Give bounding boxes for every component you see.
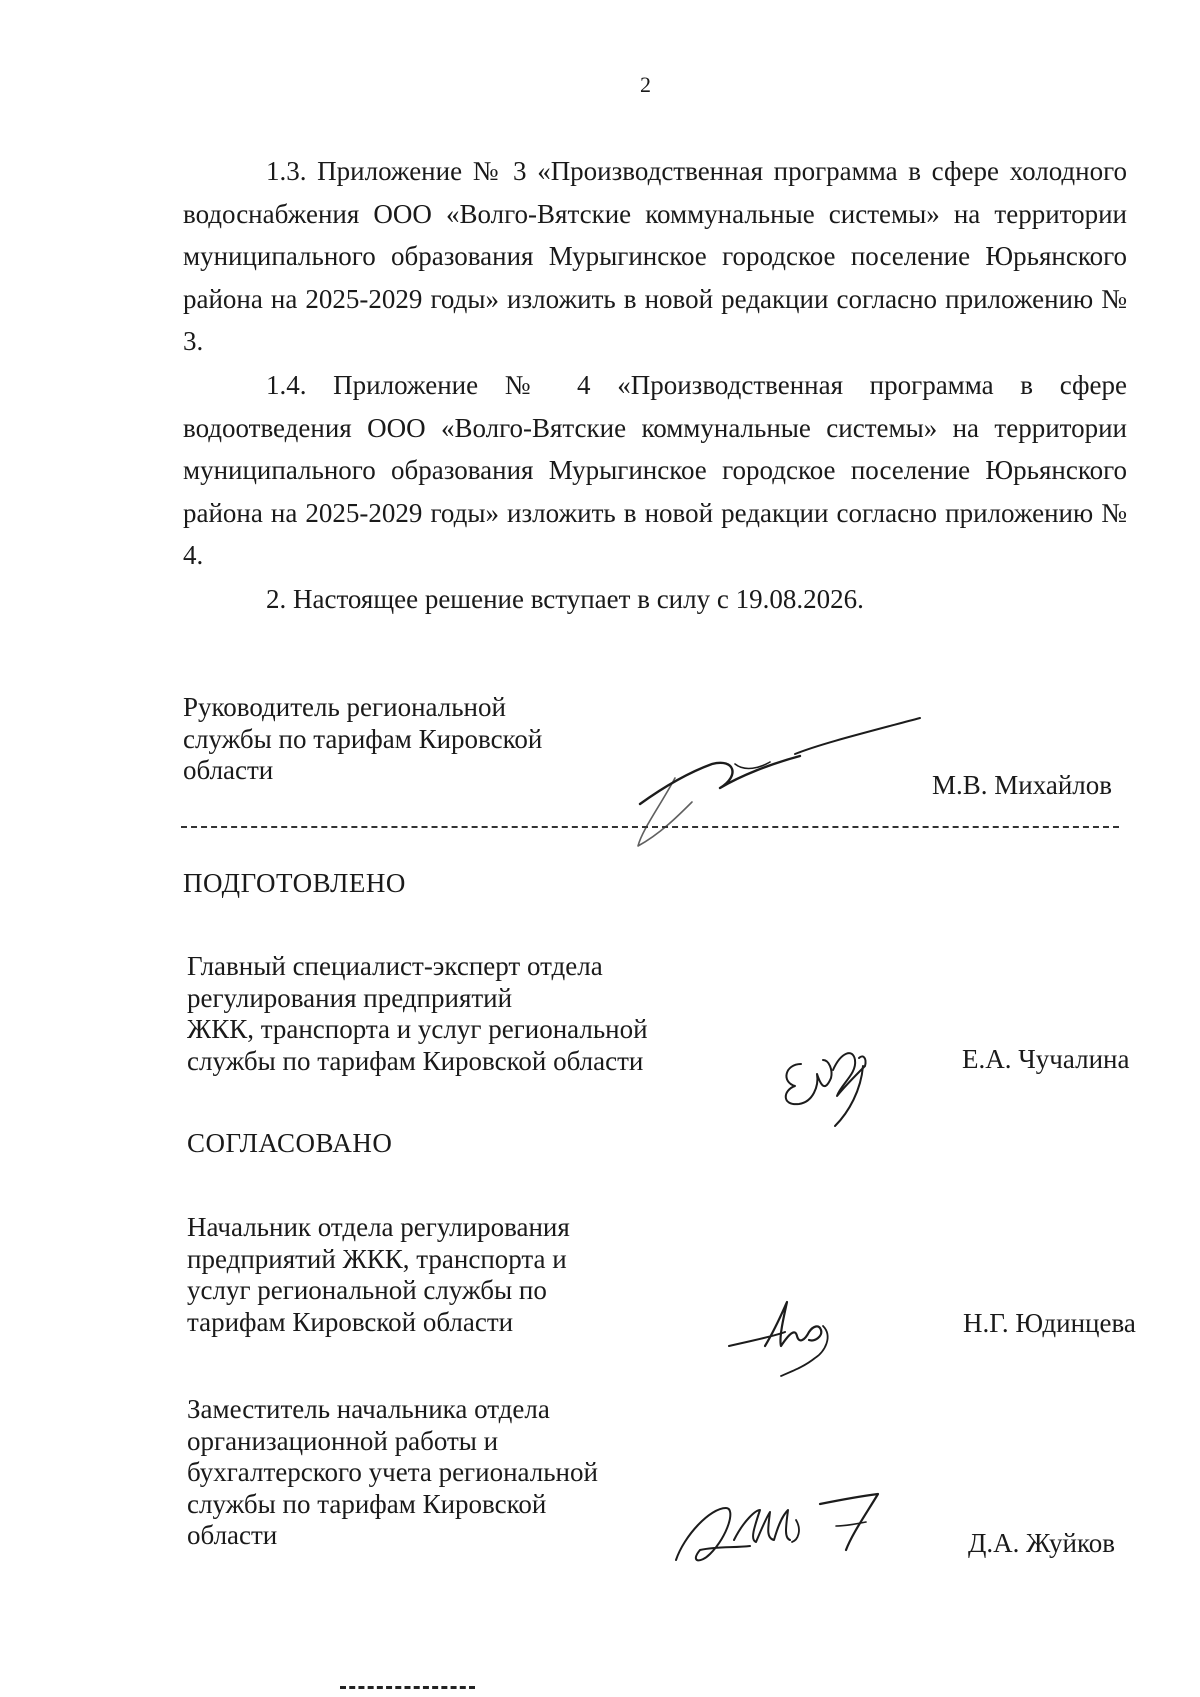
- paragraph-1-3: 1.3. Приложение № 3 «Производственная программа в сфере холодного водоснабжения ООО «Волго-Вятские коммунальные системы» на территории муниципального образования Мурыгинское городское поселение Юрьянского района на 2025-2029 годы» изложить в новой редакции согласно приложению № 3.: [183, 156, 1127, 356]
- agreed-signer-2-signature: [670, 1480, 920, 1580]
- separator-line: [181, 826, 1119, 828]
- agreed-signer-1-position: Начальник отдела регулирования предприятий ЖКК, транспорта и услуг региональной службы по тарифам Кировской области: [187, 1212, 570, 1337]
- paragraph-1-4: 1.4. Приложение № 4 «Производственная программа в сфере водоотведения ООО «Волго-Вятские коммунальные системы» на территории муниципального образования Мурыгинское городское поселение Юрьянского района на 2025-2029 годы» изложить в новой редакции согласно приложению № 4.: [183, 370, 1127, 570]
- agreed-signer-1-signature: [725, 1286, 855, 1386]
- prepared-name: Е.А. Чучалина: [962, 1044, 1130, 1074]
- agreed-signer-1-name: Н.Г. Юдинцева: [963, 1308, 1136, 1338]
- prepared-position: Главный специалист-эксперт отдела регулирования предприятий ЖКК, транспорта и услуг региональной службы по тарифам Кировской области: [187, 951, 648, 1076]
- paragraph-2: 2. Настоящее решение вступает в силу с 19.08.2026.: [266, 584, 864, 614]
- agreed-signer-2-position: Заместитель начальника отдела организационной работы и бухгалтерского учета региональной службы по тарифам Кировской области: [187, 1394, 598, 1550]
- head-name: М.В. Михайлов: [932, 770, 1113, 800]
- page-number: 2: [640, 72, 651, 97]
- agreed-signer-2-name: Д.А. Жуйков: [968, 1528, 1115, 1558]
- scan-artifact: [340, 1686, 475, 1689]
- head-signature: [620, 706, 940, 866]
- head-position: Руководитель региональной службы по тарифам Кировской области: [183, 692, 543, 785]
- prepared-signature: [775, 1030, 895, 1130]
- prepared-heading: ПОДГОТОВЛЕНО: [183, 868, 406, 898]
- agreed-heading: СОГЛАСОВАНО: [187, 1128, 393, 1158]
